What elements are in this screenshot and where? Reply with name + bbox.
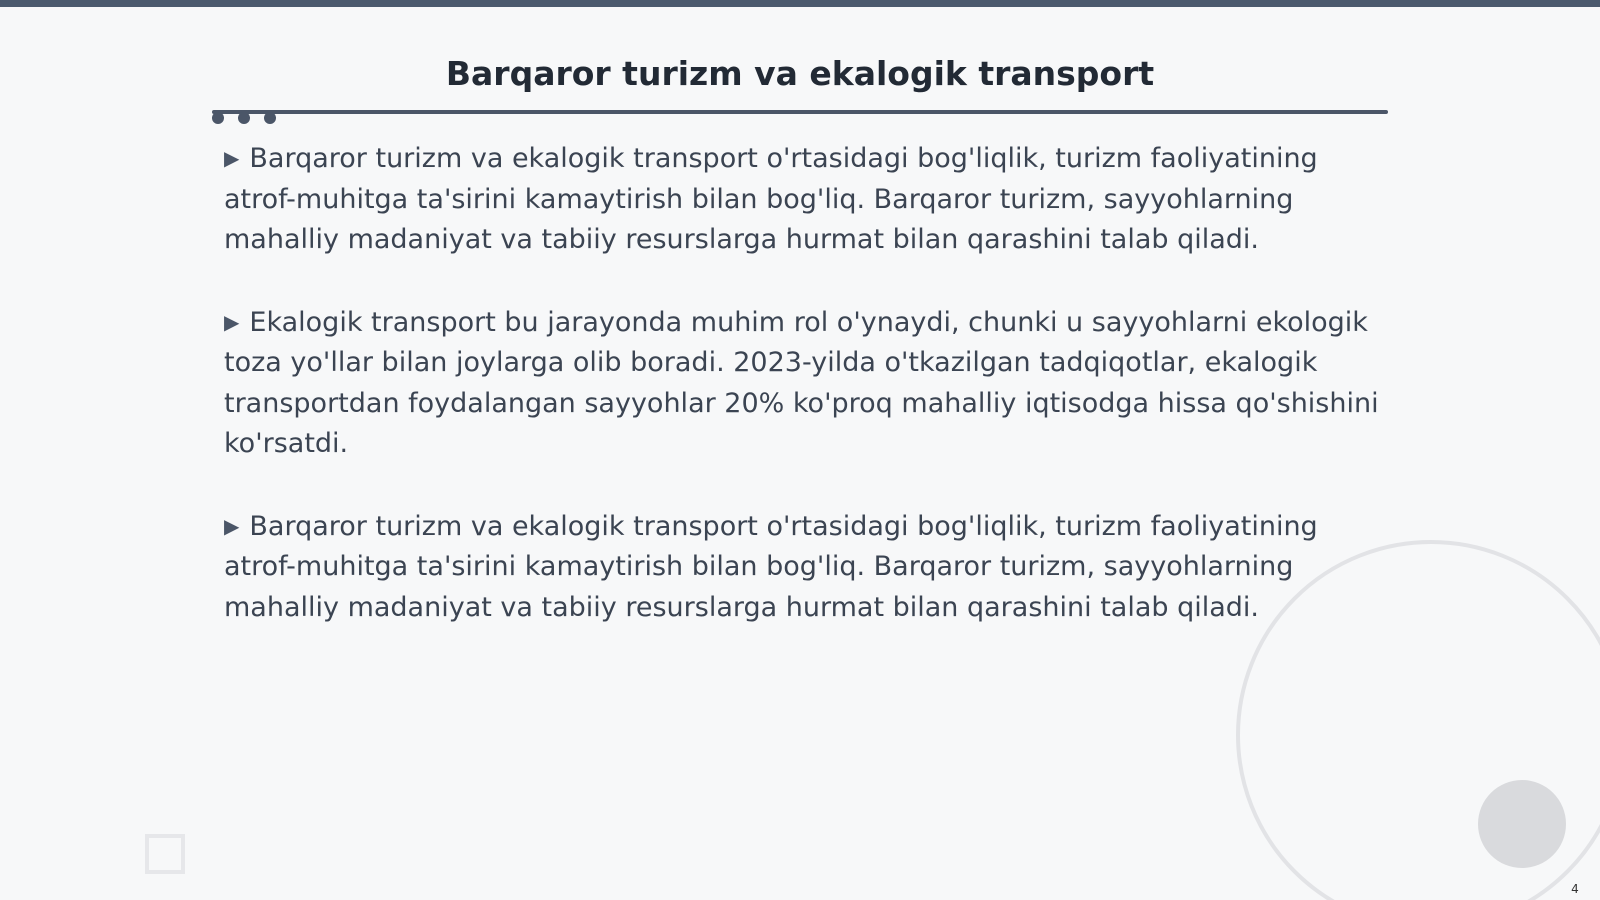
- bullet-text-1: Barqaror turizm va ekalogik transport o'rtasidagi bog'liqlik, turizm faoliyatining atrof-muhitga ta'sirini kamaytirish bilan bog'liq. Barqaror turizm, sayyohlarning mahalliy madaniyat va tabiiy resurslarga hurmat bilan qarashini talab qiladi.: [224, 143, 1318, 255]
- bullet-text-2: Ekalogik transport bu jarayonda muhim rol o'ynaydi, chunki u sayyohlarni ekologik toza yo'llar bilan joylarga olib boradi. 2023-yilda o'tkazilgan tadqiqotlar, ekalogik transportdan foydalangan sayyohlar 20% ko'proq mahalliy iqtisodga hissa qo'shishini ko'rsatdi.: [224, 306, 1379, 459]
- bullet-text-3: Barqaror turizm va ekalogik transport o'rtasidagi bog'liqlik, turizm faoliyatining atrof-muhitga ta'sirini kamaytirish bilan bog'liq. Barqaror turizm, sayyohlarning mahalliy madaniyat va tabiiy resurslarga hurmat bilan qarashini talab qiladi.: [224, 510, 1318, 623]
- bullet-list: [224, 138, 1384, 669]
- top-accent-bar: [0, 0, 1600, 7]
- page-number: 4: [1571, 882, 1579, 896]
- bullet-paragraph-1: [224, 138, 1384, 261]
- slide-title: Barqaror turizm va ekalogik transport: [445, 54, 1155, 93]
- title-dot-3: [264, 112, 276, 124]
- bullet-triangle-icon: ▶: [224, 513, 240, 538]
- bullet-paragraph-3: [224, 506, 1384, 629]
- title-dot-2: [238, 112, 250, 124]
- bullet-paragraph-2: [224, 302, 1384, 465]
- title-underline: [212, 110, 1388, 114]
- decorative-square: [145, 834, 185, 874]
- bullet-triangle-icon: ▶: [224, 146, 240, 170]
- decorative-disc: [1478, 780, 1566, 868]
- title-dot-1: [212, 112, 224, 124]
- bullet-triangle-icon: ▶: [224, 309, 240, 334]
